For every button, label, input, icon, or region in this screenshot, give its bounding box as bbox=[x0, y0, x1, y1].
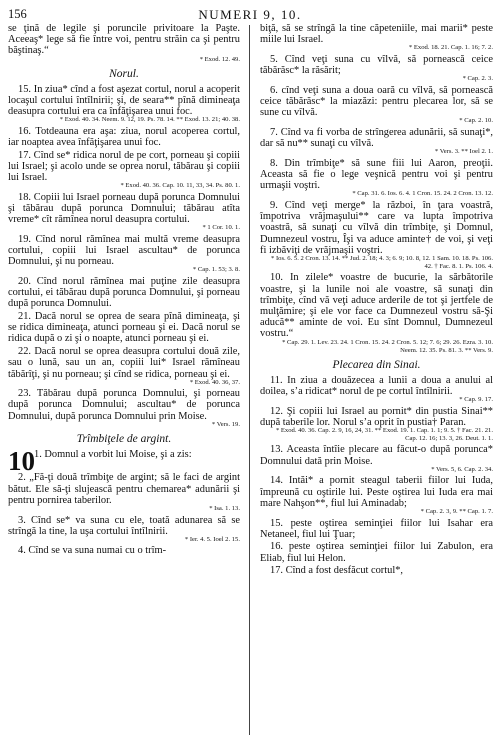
verse-text: 8. Din trîmbiţe* să sune fiii lui Aaron, preoţii. Aceasta să fie o lege veşnică pentru voi şi pentru urmaşii voştri. bbox=[260, 157, 493, 192]
verse-paragraph bbox=[8, 150, 240, 191]
verse-paragraph bbox=[260, 541, 493, 563]
cross-reference: * Exod. 18. 21. Cap. 1. 16; 7. 2. bbox=[408, 44, 493, 52]
verse-text: 4. Cînd se va suna numai cu o trîm- bbox=[18, 545, 167, 557]
verse-text: 21. Dacă norul se oprea de seara pînă dimineaţa, şi se ridica dimineaţa, atunci porneau şi ei. Dacă norul se ridica după o zi şi o noapte, atunci porneau şi ei. bbox=[8, 311, 240, 345]
cross-reference: * Vers. 19. bbox=[211, 420, 240, 428]
verse-text: 19. Cînd norul rămînea mai multă vreme deasupra cortului, copiii lui Israel ascultau* de porunca Domnului, şi nu porneau. bbox=[8, 233, 240, 268]
verse-paragraph bbox=[260, 127, 493, 156]
verse-text: 2. „Fă-ţi două trîmbiţe de argint; să le faci de argint bătut. Ele să-ţi slujească pentru chemarea* adunării şi pentru pornirea taberilor. bbox=[8, 472, 240, 506]
verse-paragraph bbox=[8, 515, 240, 544]
verse-paragraph bbox=[260, 272, 493, 354]
verse-text: 14. Intăi* a pornit steagul taberii fiilor lui Iuda, împreună cu oştirile lui. Peste oştirea lui Iuda era mai mare Nahşon**, fiul lui Aminadab; bbox=[260, 475, 493, 509]
cross-reference: * Ios. 6. 5. 2 Cron. 13. 14. ** Jud. 2. 18; 4. 3; 6. 9; 10. 8, 12. 1 Sam. 10. 18. Ps. 106. 42. † Fac. 8. 1. Ps. 106. 4. bbox=[271, 254, 493, 270]
verse-paragraph bbox=[260, 444, 493, 473]
left-column bbox=[8, 23, 240, 558]
verse-paragraph bbox=[260, 375, 493, 404]
running-head: NUMERI 9, 10. bbox=[198, 7, 302, 22]
column-divider bbox=[249, 25, 250, 735]
cross-reference: * Cap. 31. 6. Ios. 6. 4. 1 Cron. 15. 24. 2 Cron. 13. 12. bbox=[352, 190, 493, 198]
cross-reference: * Ier. 4. 5. Ioel 2. 15. bbox=[184, 535, 240, 543]
section-title: Trîmbiţele de argint. bbox=[76, 432, 172, 445]
verse-text: 12. Şi copiii lui Israel au pornit* din pustia Sinai** după taberile lor. Norul s’a oprit în pustia† Paran. bbox=[260, 405, 493, 428]
verse-text: 5. Cînd veţi suna cu vîlvă, să pornească ceice tăbărăsc* la răsărit; bbox=[260, 53, 493, 77]
verse-paragraph bbox=[8, 126, 240, 148]
verse-paragraph bbox=[8, 84, 240, 125]
cross-reference: * Cap. 9. 17. bbox=[459, 396, 493, 404]
verse-text: 13. Aceasta întîie plecare au făcut-o după porunca* Domnului dată prin Moise. bbox=[260, 444, 493, 467]
verse-text: 15. In ziua* cînd a fost aşezat cortul, norul a acoperit locaşul cortului întîlnirii; şi, de seara** pînă dimineaţa deasupra cortului era ca înfăţişarea unui foc. bbox=[8, 83, 240, 118]
verse-paragraph bbox=[8, 276, 240, 310]
cross-reference: * Vers. 5, 6. Cap. 2. 34. bbox=[431, 465, 493, 473]
page-header bbox=[8, 7, 492, 23]
verse-paragraph bbox=[260, 518, 493, 540]
verse-paragraph bbox=[260, 23, 493, 52]
verse-text: 10. In zilele* voastre de bucurie, la sărbătorile voastre, şi la lunile noi ale voastre, să sunaţi din trîmbiţe, cînd vă veţi aduce arderile de tot şi jertfele de mulţămire; şi ele vor face ca Dumnezeul vostru să-Şi aducă** aminte de voi. Eu sînt Domnul, Dumnezeul vostru.“ bbox=[260, 272, 493, 340]
verse-paragraph bbox=[260, 85, 493, 126]
verse-paragraph bbox=[8, 388, 240, 429]
verse-text: 15. peste oştirea seminţiei fiilor lui Isahar era Netaneel, fiul lui Ţuar; bbox=[260, 517, 493, 540]
section-title: Norul. bbox=[109, 67, 139, 80]
cross-reference: * Cap. 1. 53; 3. 8. bbox=[192, 266, 240, 274]
verse-text: se ţină de legile şi poruncile privitoare la Paşte. Aceeaş* lege să fie între voi, pentru străin ca şi pentru băştinaş.“ bbox=[8, 23, 240, 57]
cross-reference: * Cap. 2. 3, 9. ** Cap. 1. 7. bbox=[420, 508, 493, 515]
verse-paragraph bbox=[8, 23, 240, 64]
verse-text: 22. Dacă norul se oprea deasupra cortului două zile, sau o lună, sau un an, copiii lui* Israel rămîneau tăbărîţi, şi nu porneau; şi cînd se ridica, porneau şi ei. bbox=[8, 346, 240, 380]
cross-reference: * Exod. 40. 36. Cap. 10. 11, 33, 34. Ps. 80. 1. bbox=[120, 182, 240, 190]
verse-paragraph bbox=[260, 158, 493, 199]
cross-reference: * Cap. 2. 10. bbox=[459, 117, 493, 125]
verse-text: 17. Cînd se* ridica norul de pe cort, porneau şi copiii lui Israel; şi acolo unde se oprea norul, tăbărau şi copiii lui Israel. bbox=[8, 149, 240, 184]
verse-paragraph bbox=[260, 54, 493, 83]
verse-text: 16. peste oştirea seminţiei fiilor lui Zabulon, era Eliab, fiul lui Helon. bbox=[260, 541, 493, 564]
verse-paragraph bbox=[8, 311, 240, 345]
verse-text: 3. Cînd se* va suna cu ele, toată adunarea să se strîngă la tine, la uşa cortului întîlnirii. bbox=[8, 514, 240, 537]
page-number: 156 bbox=[8, 7, 27, 21]
verse-text: 16. Totdeauna era aşa: ziua, norul acoperea cortul, iar noaptea avea înfăţişarea unui foc. bbox=[8, 125, 240, 148]
cross-reference: * Isa. 1. 13. bbox=[209, 505, 240, 512]
verse-text: 18. Copiii lui Israel porneau după porunca Domnului şi tăbărau după porunca Domnului; tăbărau atîta vreme* cît rămînea norul deasupra cortului. bbox=[8, 191, 240, 226]
cross-reference: * 1 Cor. 10. 1. bbox=[202, 224, 240, 232]
cross-reference: * Cap. 2. 3. bbox=[462, 75, 493, 83]
section-title: Plecarea din Sinai. bbox=[332, 358, 421, 371]
verse-text: 20. Cînd norul rămînea mai puţine zile deasupra cortului, ei tăbărau după porunca Domnului, şi porneau după porunca Domnului. bbox=[8, 275, 240, 310]
cross-reference: * Exod. 40. 34. Neem. 9. 12, 19. Ps. 78. 14. ** Exod. 13. 21; 40. 38. bbox=[59, 116, 240, 124]
verse-text: 11. In ziua a douăzecea a lunii a doua a anului al doilea, s’a ridicat* norul de pe cortul întîlnirii. bbox=[260, 374, 493, 397]
verse-text: 17. Cînd a fost desfăcut cortul*, bbox=[270, 565, 404, 577]
cross-reference: * Exod. 12. 49. bbox=[199, 55, 240, 63]
verse-paragraph bbox=[8, 234, 240, 275]
verse-paragraph bbox=[8, 545, 240, 556]
right-column bbox=[260, 23, 493, 578]
verse-text: 9. Cînd veţi merge* la război, în ţara voastră, împotriva vrăjmaşului** care va lupta împotriva voastră, să sunaţi cu vîlvă din trîmbiţe, şi Domnul, Dumnezeul vostru, Îşi va aduce aminte† de voi, şi veţi fi izbăviţi de vrăjmaşii voştri. bbox=[260, 199, 493, 256]
verse-paragraph bbox=[260, 565, 493, 576]
verse-paragraph bbox=[8, 346, 240, 387]
chapter-opening bbox=[8, 445, 240, 476]
chapter-number: 10 bbox=[8, 445, 35, 476]
verse-text: biţă, să se strîngă la tine căpeteniile, mai marii* peste miile lui Israel. bbox=[260, 23, 493, 46]
verse-paragraph bbox=[260, 475, 493, 516]
verse-text: 23. Tăbărau după porunca Domnului, şi porneau după porunca Domnului; ascultau* de porunca Domnului, după porunca Domnului prin Moise. bbox=[8, 388, 240, 422]
cross-reference: * Vers. 3. ** Ioel 2. 1. bbox=[434, 148, 493, 156]
verse-text: 6. cînd veţi suna a doua oară cu vîlvă, să pornească ceice tăbărăsc* la miazăzi: pentru plecarea lor, să se sune cu vîlvă. bbox=[260, 84, 493, 119]
cross-reference: * Cap. 29. 1. Lev. 23. 24. 1 Cron. 15. 24. 2 Cron. 5. 12; 7. 6; 29. 26. Ezra. 3. 10. Neem. 12. 35. Ps. 81. 3. ** Vers. 9. bbox=[282, 338, 493, 354]
verse-paragraph bbox=[8, 192, 240, 233]
cross-reference: * Exod. 40. 36, 37. bbox=[189, 378, 240, 386]
cross-reference: * Exod. 40. 36. Cap. 2. 9, 16, 24, 31. ** Exod. 19. 1. Cap. 1. 1; 9. 5. † Fac. 21. 21. Cap. 12. 16; 13. 3, 26. Deut. 1. 1. bbox=[275, 426, 493, 442]
verse-paragraph bbox=[260, 200, 493, 271]
verse-paragraph bbox=[260, 406, 493, 443]
verse-text: 1. Domnul a vorbit lui Moise, şi a zis: bbox=[34, 448, 192, 460]
verse-paragraph bbox=[8, 472, 240, 513]
verse-text: 7. Cînd va fi vorba de strîngerea adunării, să sunaţi*, dar să nu** sunaţi cu vîlvă. bbox=[260, 126, 493, 150]
